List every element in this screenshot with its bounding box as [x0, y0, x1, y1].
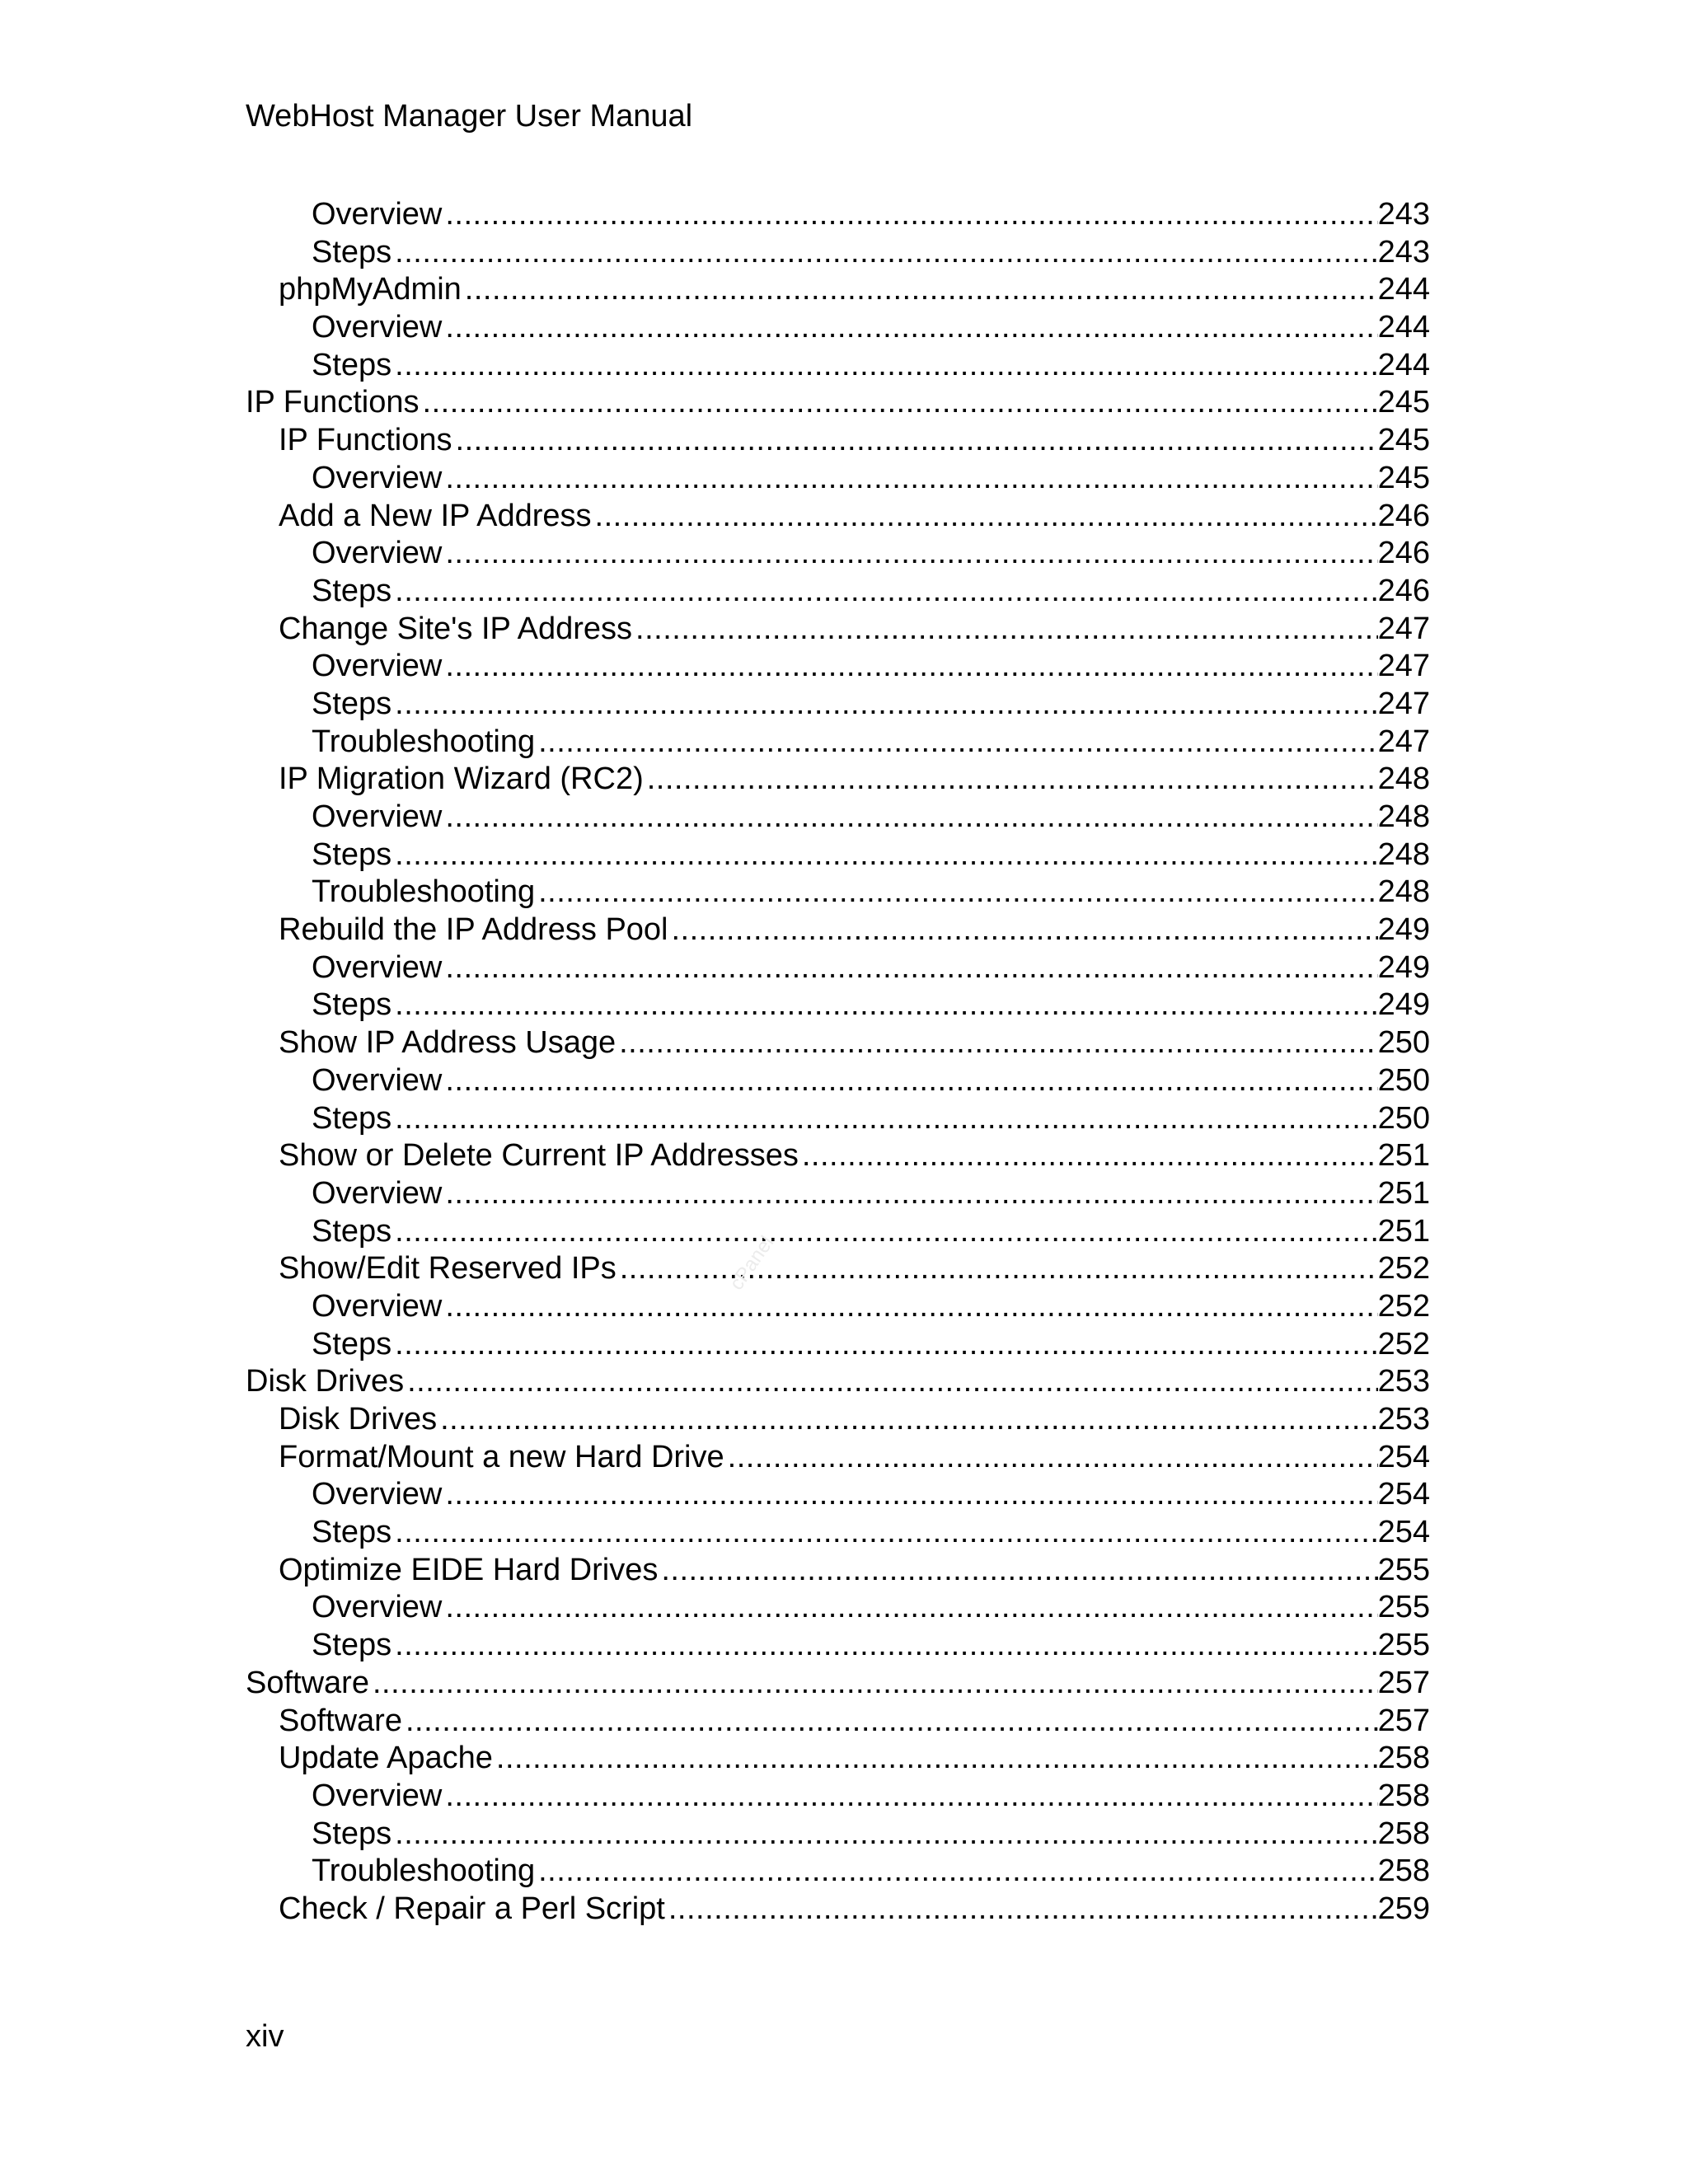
toc-entry-page: 245 [1377, 423, 1430, 458]
toc-entry-page: 258 [1377, 1816, 1430, 1851]
toc-entry[interactable] [246, 1137, 1430, 1175]
toc-entry-page: 249 [1377, 949, 1430, 985]
toc-dot-leader [445, 535, 1377, 573]
toc-dot-leader [661, 1552, 1377, 1590]
toc-dot-leader [445, 949, 1377, 987]
toc-entry[interactable] [246, 573, 1430, 611]
toc-dot-leader [445, 799, 1377, 837]
toc-entry-page: 245 [1377, 460, 1430, 495]
toc-entry[interactable] [246, 1740, 1430, 1778]
toc-entry-title: Overview [312, 1778, 443, 1813]
toc-entry-page: 243 [1377, 197, 1430, 232]
toc-entry-title: Add a New IP Address [279, 498, 592, 533]
toc-entry-page: 252 [1377, 1326, 1430, 1361]
table-of-contents [246, 196, 1430, 1929]
toc-dot-leader [395, 1326, 1377, 1364]
toc-entry[interactable] [246, 1703, 1430, 1741]
toc-entry[interactable] [246, 1100, 1430, 1138]
toc-dot-leader [395, 837, 1377, 874]
toc-entry[interactable] [246, 1326, 1430, 1364]
toc-entry-title: Overview [312, 536, 443, 571]
toc-entry-title: Show/Edit Reserved IPs [279, 1251, 617, 1286]
toc-entry-page: 249 [1377, 987, 1430, 1023]
toc-entry-page: 252 [1377, 1251, 1430, 1286]
toc-entry-title: Overview [312, 460, 443, 495]
toc-entry-title: phpMyAdmin [279, 272, 462, 307]
toc-entry-title: Steps [312, 837, 392, 872]
toc-entry-page: 254 [1377, 1439, 1430, 1474]
toc-entry-page: 253 [1377, 1364, 1430, 1399]
page-number: xiv [246, 2019, 284, 2054]
toc-entry[interactable] [246, 1175, 1430, 1213]
toc-entry-page: 258 [1377, 1778, 1430, 1813]
toc-entry-page: 255 [1377, 1552, 1430, 1587]
toc-entry-page: 248 [1377, 799, 1430, 834]
toc-entry[interactable] [246, 271, 1430, 309]
toc-entry-page: 250 [1377, 1025, 1430, 1061]
toc-entry-page: 244 [1377, 310, 1430, 345]
toc-dot-leader [445, 1288, 1377, 1326]
toc-dot-leader [445, 309, 1377, 347]
toc-dot-leader [445, 1476, 1377, 1514]
toc-entry[interactable] [246, 1213, 1430, 1251]
toc-entry[interactable] [246, 761, 1430, 799]
toc-entry-title: Steps [312, 1213, 392, 1249]
toc-entry[interactable] [246, 422, 1430, 460]
toc-dot-leader [496, 1740, 1378, 1778]
toc-entry-page: 246 [1377, 498, 1430, 533]
toc-entry[interactable] [246, 1439, 1430, 1477]
toc-entry[interactable] [246, 1552, 1430, 1590]
toc-dot-leader [395, 1100, 1377, 1138]
toc-entry[interactable] [246, 1062, 1430, 1100]
toc-dot-leader [445, 1778, 1377, 1816]
toc-entry[interactable] [246, 987, 1430, 1024]
toc-entry-title: Overview [312, 1062, 443, 1098]
toc-entry-page: 248 [1377, 837, 1430, 872]
toc-entry[interactable] [246, 1476, 1430, 1514]
toc-entry-page: 247 [1377, 724, 1430, 759]
toc-entry-title: Steps [312, 234, 392, 269]
toc-entry[interactable] [246, 1401, 1430, 1439]
toc-entry-title: Change Site's IP Address [279, 611, 633, 646]
toc-dot-leader [373, 1665, 1378, 1703]
toc-entry-title: Software [246, 1665, 369, 1700]
toc-entry-page: 248 [1377, 762, 1430, 797]
toc-dot-leader [395, 987, 1377, 1024]
toc-entry[interactable] [246, 196, 1430, 234]
toc-entry-title: Disk Drives [279, 1402, 438, 1436]
toc-dot-leader [440, 1401, 1377, 1439]
toc-dot-leader [456, 422, 1378, 460]
watermark: cPanel [725, 1231, 779, 1295]
toc-entry-title: Software [279, 1703, 402, 1738]
toc-entry-title: Troubleshooting [312, 1854, 536, 1889]
toc-entry[interactable] [246, 1250, 1430, 1288]
toc-entry-title: Steps [312, 1515, 392, 1550]
toc-entry[interactable] [246, 686, 1430, 724]
toc-dot-leader [395, 686, 1377, 724]
toc-entry[interactable] [246, 1024, 1430, 1062]
toc-entry-title: IP Functions [279, 423, 452, 458]
toc-entry[interactable] [246, 1627, 1430, 1665]
toc-entry-title: Overview [312, 1477, 443, 1512]
toc-entry-page: 250 [1377, 1062, 1430, 1098]
toc-entry-title: Steps [312, 987, 392, 1023]
toc-entry[interactable] [246, 347, 1430, 385]
toc-entry-title: Rebuild the IP Address Pool [279, 912, 668, 948]
toc-dot-leader [635, 611, 1378, 649]
toc-entry-page: 250 [1377, 1100, 1430, 1136]
toc-entry-page: 251 [1377, 1138, 1430, 1174]
toc-entry-page: 245 [1377, 385, 1430, 420]
toc-entry-title: Steps [312, 1100, 392, 1136]
toc-dot-leader [395, 573, 1377, 611]
toc-entry-page: 247 [1377, 649, 1430, 684]
toc-entry-page: 247 [1377, 686, 1430, 721]
toc-entry-title: Check / Repair a Perl Script [279, 1891, 665, 1926]
toc-entry-page: 257 [1377, 1703, 1430, 1738]
toc-dot-leader [445, 1062, 1377, 1100]
toc-entry-page: 253 [1377, 1402, 1430, 1436]
running-header: WebHost Manager User Manual [246, 99, 693, 134]
toc-entry-page: 247 [1377, 611, 1430, 646]
toc-entry-title: Steps [312, 1816, 392, 1851]
toc-entry-page: 254 [1377, 1515, 1430, 1550]
toc-dot-leader [423, 384, 1378, 422]
toc-entry[interactable] [246, 460, 1430, 498]
toc-entry[interactable] [246, 1288, 1430, 1326]
toc-entry[interactable] [246, 1363, 1430, 1401]
toc-entry[interactable] [246, 498, 1430, 536]
toc-dot-leader [647, 761, 1378, 799]
toc-dot-leader [395, 1213, 1377, 1251]
toc-dot-leader [445, 460, 1377, 498]
toc-entry-page: 251 [1377, 1175, 1430, 1211]
toc-dot-leader [619, 1024, 1378, 1062]
toc-entry-page: 258 [1377, 1741, 1430, 1776]
toc-dot-leader [395, 1627, 1377, 1665]
toc-entry-page: 244 [1377, 272, 1430, 307]
toc-entry-page: 255 [1377, 1628, 1430, 1663]
toc-entry-title: Overview [312, 1288, 443, 1324]
toc-dot-leader [395, 1514, 1377, 1552]
toc-entry[interactable] [246, 949, 1430, 987]
toc-entry-title: Steps [312, 1628, 392, 1663]
toc-entry[interactable] [246, 1778, 1430, 1816]
toc-entry-title: Steps [312, 347, 392, 382]
toc-entry[interactable] [246, 1891, 1430, 1929]
toc-dot-leader [672, 912, 1378, 949]
toc-entry-title: Show or Delete Current IP Addresses [279, 1138, 799, 1174]
toc-entry-page: 246 [1377, 573, 1430, 608]
toc-entry-page: 248 [1377, 874, 1430, 910]
toc-entry[interactable] [246, 724, 1430, 762]
toc-entry-title: Update Apache [279, 1741, 493, 1776]
toc-dot-leader [445, 648, 1377, 686]
toc-entry[interactable] [246, 234, 1430, 272]
toc-entry-page: 258 [1377, 1854, 1430, 1889]
toc-entry-title: Steps [312, 686, 392, 721]
toc-dot-leader [445, 1175, 1377, 1213]
toc-entry-title: IP Functions [246, 385, 420, 420]
toc-entry-page: 254 [1377, 1477, 1430, 1512]
toc-dot-leader [407, 1363, 1377, 1401]
toc-dot-leader [538, 1853, 1377, 1891]
toc-entry-title: Overview [312, 949, 443, 985]
toc-entry-title: Optimize EIDE Hard Drives [279, 1552, 659, 1587]
toc-entry-title: Format/Mount a new Hard Drive [279, 1439, 724, 1474]
toc-entry[interactable] [246, 874, 1430, 912]
toc-entry[interactable] [246, 1853, 1430, 1891]
toc-entry[interactable] [246, 309, 1430, 347]
toc-entry-title: Overview [312, 1590, 443, 1625]
toc-entry[interactable] [246, 837, 1430, 874]
toc-entry-page: 249 [1377, 912, 1430, 948]
toc-entry-title: IP Migration Wizard (RC2) [279, 762, 644, 797]
toc-entry-page: 257 [1377, 1665, 1430, 1700]
toc-entry-title: Troubleshooting [312, 724, 536, 759]
toc-entry-page: 251 [1377, 1213, 1430, 1249]
toc-entry-title: Steps [312, 573, 392, 608]
toc-dot-leader [406, 1703, 1378, 1741]
toc-entry-title: Overview [312, 1175, 443, 1211]
toc-entry-page: 246 [1377, 536, 1430, 571]
toc-entry-title: Show IP Address Usage [279, 1025, 617, 1061]
toc-entry-title: Overview [312, 197, 443, 232]
toc-entry[interactable] [246, 384, 1430, 422]
toc-entry[interactable] [246, 912, 1430, 949]
toc-entry-page: 259 [1377, 1891, 1430, 1926]
toc-entry[interactable] [246, 611, 1430, 649]
toc-dot-leader [465, 271, 1378, 309]
toc-entry-title: Disk Drives [246, 1364, 405, 1399]
toc-entry-title: Overview [312, 310, 443, 345]
toc-dot-leader [445, 196, 1377, 234]
toc-entry-title: Steps [312, 1326, 392, 1361]
toc-entry-page: 243 [1377, 234, 1430, 269]
toc-entry[interactable] [246, 1665, 1430, 1703]
toc-entry-title: Overview [312, 649, 443, 684]
toc-entry[interactable] [246, 648, 1430, 686]
toc-entry[interactable] [246, 1514, 1430, 1552]
toc-entry[interactable] [246, 799, 1430, 837]
toc-entry[interactable] [246, 1589, 1430, 1627]
toc-dot-leader [538, 724, 1377, 762]
toc-dot-leader [395, 347, 1377, 385]
toc-entry-title: Troubleshooting [312, 874, 536, 910]
toc-entry-page: 244 [1377, 347, 1430, 382]
toc-dot-leader [668, 1891, 1378, 1929]
toc-dot-leader [728, 1439, 1378, 1477]
toc-dot-leader [595, 498, 1378, 536]
toc-dot-leader [395, 1816, 1377, 1854]
toc-dot-leader [802, 1137, 1378, 1175]
toc-dot-leader [538, 874, 1377, 912]
toc-dot-leader [445, 1589, 1377, 1627]
toc-entry[interactable] [246, 535, 1430, 573]
toc-entry-page: 252 [1377, 1288, 1430, 1324]
toc-dot-leader [395, 234, 1377, 272]
toc-entry[interactable] [246, 1816, 1430, 1854]
toc-entry-title: Overview [312, 799, 443, 834]
toc-entry-page: 255 [1377, 1590, 1430, 1625]
